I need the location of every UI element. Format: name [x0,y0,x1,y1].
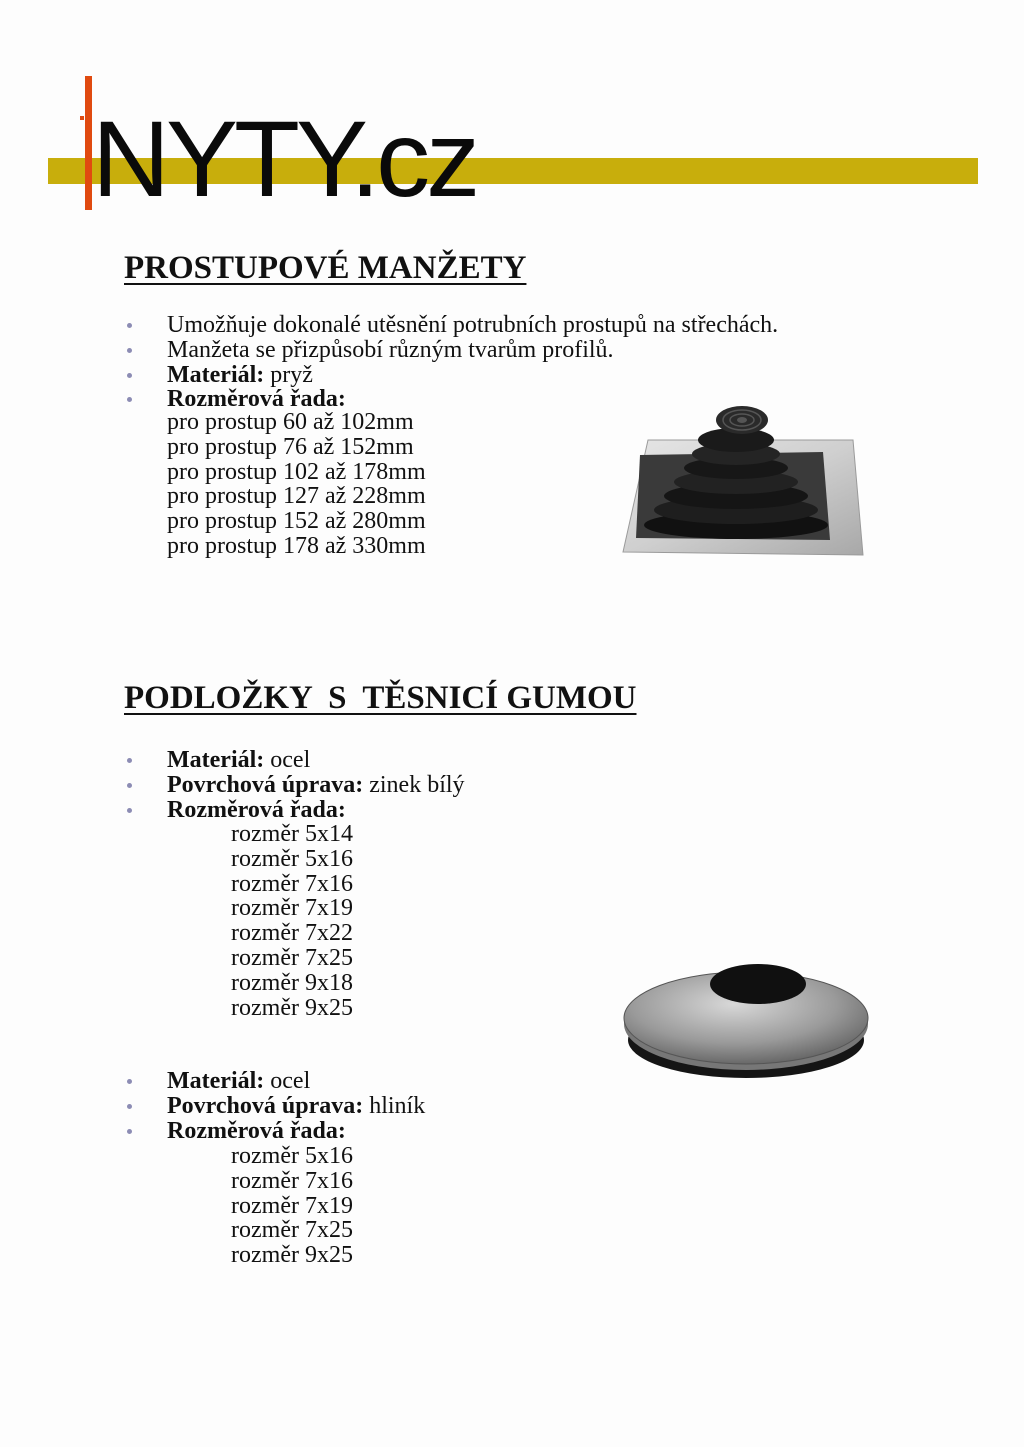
section-title-washers: PODLOŽKY S TĚSNICÍ GUMOU [124,680,637,716]
list-item: Povrchová úprava: hliník [120,1094,425,1119]
size-item: rozměr 5x16 [231,845,353,872]
roof-sleeve-image [618,400,868,565]
logo-text: NYTY.cz [92,98,477,219]
list-item: Materiál: ocel [120,748,465,773]
list-item: Manžeta se přizpůsobí různým tvarům profilů. [120,338,778,363]
size-item: rozměr 7x22 [231,920,353,947]
size-item: pro prostup 76 až 152mm [167,433,414,460]
size-item: rozměr 7x16 [231,870,353,897]
section-title-sleeves: PROSTUPOVÉ MANŽETY [124,250,527,286]
washers-zinc-size-list [231,822,353,1020]
list-item: Rozměrová řada: [120,1119,425,1144]
size-item: rozměr 9x25 [231,994,353,1021]
list-item: Rozměrová řada: [120,387,778,412]
logo [0,0,1024,230]
list-item: Materiál: pryž [120,363,778,388]
size-item: pro prostup 127 až 228mm [167,483,426,510]
size-item: rozměr 5x16 [231,1143,353,1169]
size-item: rozměr 9x18 [231,969,353,996]
sealing-washer-image [618,952,880,1080]
list-item: Materiál: ocel [120,1069,425,1094]
size-item: rozměr 7x19 [231,895,353,922]
washers-aluminium-properties-list [120,1069,425,1143]
sleeves-properties-list [120,313,778,412]
size-item: pro prostup 152 až 280mm [167,508,426,535]
size-item: rozměr 9x25 [231,1242,353,1269]
size-item: rozměr 7x25 [231,944,353,971]
size-item: rozměr 7x16 [231,1167,353,1194]
size-item: pro prostup 102 až 178mm [167,458,426,485]
size-item: rozměr 7x25 [231,1217,353,1244]
size-item: rozměr 5x14 [231,821,353,847]
size-item: pro prostup 178 až 330mm [167,532,426,559]
list-item: Rozměrová řada: [120,798,465,823]
size-item: rozměr 7x19 [231,1192,353,1219]
size-item: pro prostup 60 až 102mm [167,409,414,435]
washers-aluminium-size-list [231,1144,353,1268]
list-item: Povrchová úprava: zinek bílý [120,773,465,798]
rivet-icon [80,76,102,216]
washers-zinc-properties-list [120,748,465,822]
list-item: Umožňuje dokonalé utěsnění potrubních prostupů na střechách. [120,313,778,338]
sleeves-size-list [167,410,426,559]
